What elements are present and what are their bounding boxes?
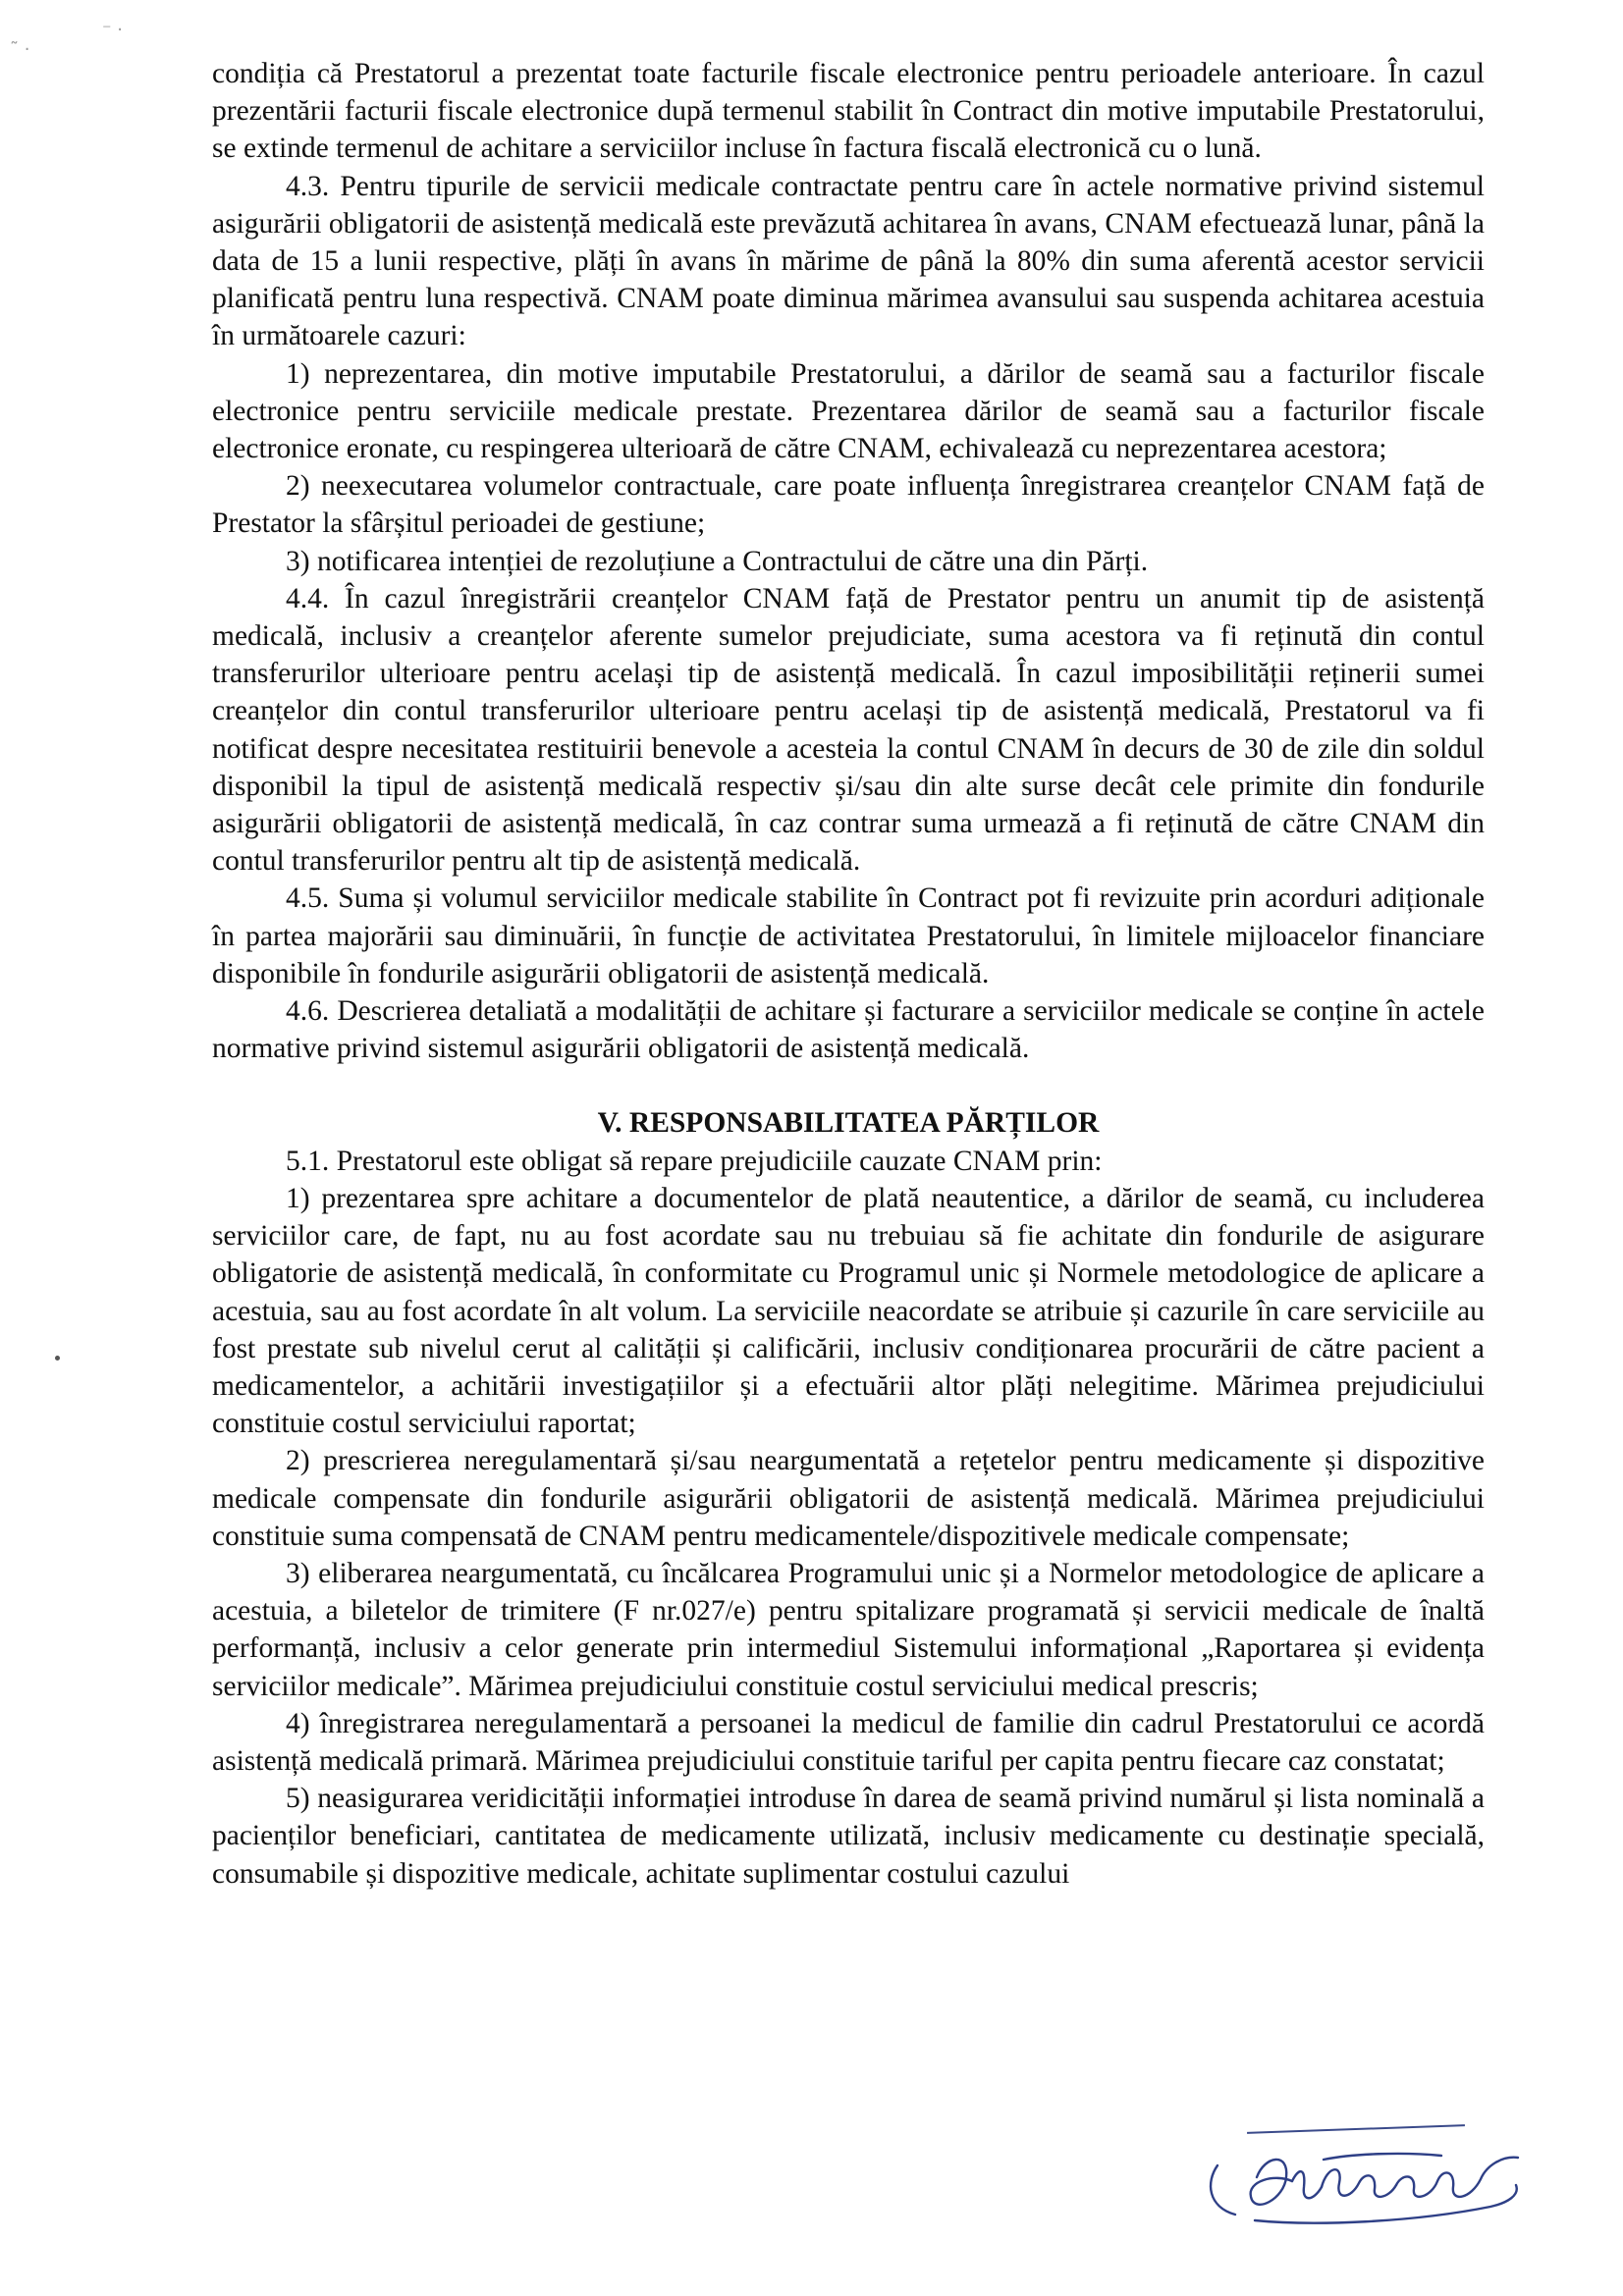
handwritten-signature	[1196, 2138, 1540, 2236]
clause-5-1-item-2: 2) prescrierea neregulamentară și/sau neargumentată a rețetelor pentru medicamente și dispozitive medicale compensate din fondurile asigurării obligatorii de asistență medicală. Mărimea prejudiciului constituie suma compensată de CNAM pentru medicamentele/dispozitivele medicale compensate;	[212, 1445, 1485, 1552]
document-page	[212, 55, 1485, 1893]
clause-4-3-item-3: 3) notificarea intenției de rezoluțiune a Contractului de către una din Părți.	[286, 545, 1149, 577]
clause-5-1-item-4: 4) înregistrarea neregulamentară a persoanei la medicul de familie din cadrul Prestatorului ce acordă asistență medicală primară. Mărimea prejudiciului constituie tariful per capita pentru fiecare caz constatat;	[212, 1707, 1485, 1777]
clause-4-5: 4.5. Suma și volumul serviciilor medicale stabilite în Contract pot fi revizuite prin acorduri adiționale în partea majorării sau diminuării, în funcție de activitatea Prestatorului, în limitele mijloacelor financiare disponibile în fondurile asigurării obligatorii de asistență medicală.	[212, 882, 1485, 989]
paragraph-continuation: condiția că Prestatorul a prezentat toate facturile fiscale electronice pentru perioadele anterioare. În cazul prezentării facturii fiscale electronice după termenul stabilit în Contract din motive imputabile Prestatorului, se extinde termenul de achitare a serviciilor incluse în factura fiscală electronică cu o lună.	[212, 58, 1485, 165]
clause-4-6: 4.6. Descrierea detaliată a modalității de achitare și facturare a serviciilor medicale se conține în actele normative privind sistemul asigurării obligatorii de asistență medicală.	[212, 995, 1485, 1065]
signature-strike-line	[1247, 2124, 1465, 2134]
clause-5-1-item-3: 3) eliberarea neargumentată, cu încălcarea Programului unic și a Normelor metodologice de aplicare a acestuia, a biletelor de trimitere (F nr.027/e) pentru spitalizare programată și servicii medicale de înaltă performanță, inclusiv a celor generate prin intermediul Sistemului informațional „Raportarea și evidența serviciilor medicale”. Mărimea prejudiciului constituie costul serviciului medical prescris;	[212, 1557, 1485, 1702]
section-heading: V. RESPONSABILITATEA PĂRȚILOR	[597, 1107, 1100, 1140]
clause-5-1: 5.1. Prestatorul este obligat să repare prejudiciile cauzate CNAM prin:	[286, 1145, 1103, 1177]
scan-artifact-dot	[55, 1356, 60, 1361]
scan-artifact-mark: ˜ ·	[10, 39, 30, 60]
clause-4-3-item-1: 1) neprezentarea, din motive imputabile Prestatorului, a dărilor de seamă sau a facturilor fiscale electronice pentru serviciile medicale prestate. Prezentarea dărilor de seamă sau a facturilor fiscale electronice eronate, cu respingerea ulterioară de către CNAM, echivalează cu neprezentarea acestora;	[212, 357, 1485, 465]
clause-4-4: 4.4. În cazul înregistrării creanțelor CNAM față de Prestator pentru un anumit tip de asistență medicală, inclusiv a creanțelor aferente sumelor prejudiciate, suma acestora va fi reținută din contul transferurilor ulterioare pentru același tip de asistență medicală. În cazul imposibilității reținerii sumei creanțelor din contul transferurilor ulterioare pentru același tip de asistență medicală, Prestatorul va fi notificat despre necesitatea restituirii benevole a acesteia la contul CNAM în decurs de 30 de zile din soldul disponibil la tipul de asistență medicală respectiv și/sau din alte surse decât cele primite din fondurile asigurării obligatorii de asistență medicală, în caz contrar suma urmează a fi reținută de către CNAM din contul transferurilor pentru alt tip de asistență medicală.	[212, 582, 1485, 878]
clause-4-3: 4.3. Pentru tipurile de servicii medicale contractate pentru care în actele normative privind sistemul asigurării obligatorii de asistență medicală este prevăzută achitarea în avans, CNAM efectuează lunar, până la data de 15 a lunii respective, plăți în avans în mărime de până la 80% din suma aferentă acestor servicii planificată pentru luna respectivă. CNAM poate diminua mărimea avansului sau suspenda achitarea acestuia în următoarele cazuri:	[212, 170, 1485, 352]
clause-5-1-item-1: 1) prezentarea spre achitare a documentelor de plată neautentice, a dărilor de seamă, cu includerea serviciilor care, de fapt, nu au fost acordate sau nu trebuiau să fie achitate din fondurile de asigurare obligatorie de asistență medicală, în conformitate cu Programul unic și Normele metodologice de aplicare a acestuia, sau au fost acordate în alt volum. La serviciile neacordate se atribuie și cazurile în care serviciile au fost prestate sub nivelul cerut al calității și calificării, inclusiv condiționarea procurării de către pacient a medicamentelor, a achitării investigațiilor și a efectuării altor plăți nelegitime. Mărimea prejudiciului constituie costul serviciului raportat;	[212, 1182, 1485, 1440]
scan-artifact-mark: ⁻ ·	[102, 20, 123, 40]
clause-4-3-item-2: 2) neexecutarea volumelor contractuale, care poate influența înregistrarea creanțelor CNAM față de Prestator la sfârșitul perioadei de gestiune;	[212, 470, 1485, 540]
clause-5-1-item-5: 5) neasigurarea veridicității informației introduse în darea de seamă privind numărul și lista nominală a pacienților beneficiari, cantitatea de medicamente utilizată, inclusiv medicamente cu destinație specială, consumabile și dispozitive medicale, achitate suplimentar costului cazului	[212, 1783, 1485, 1890]
